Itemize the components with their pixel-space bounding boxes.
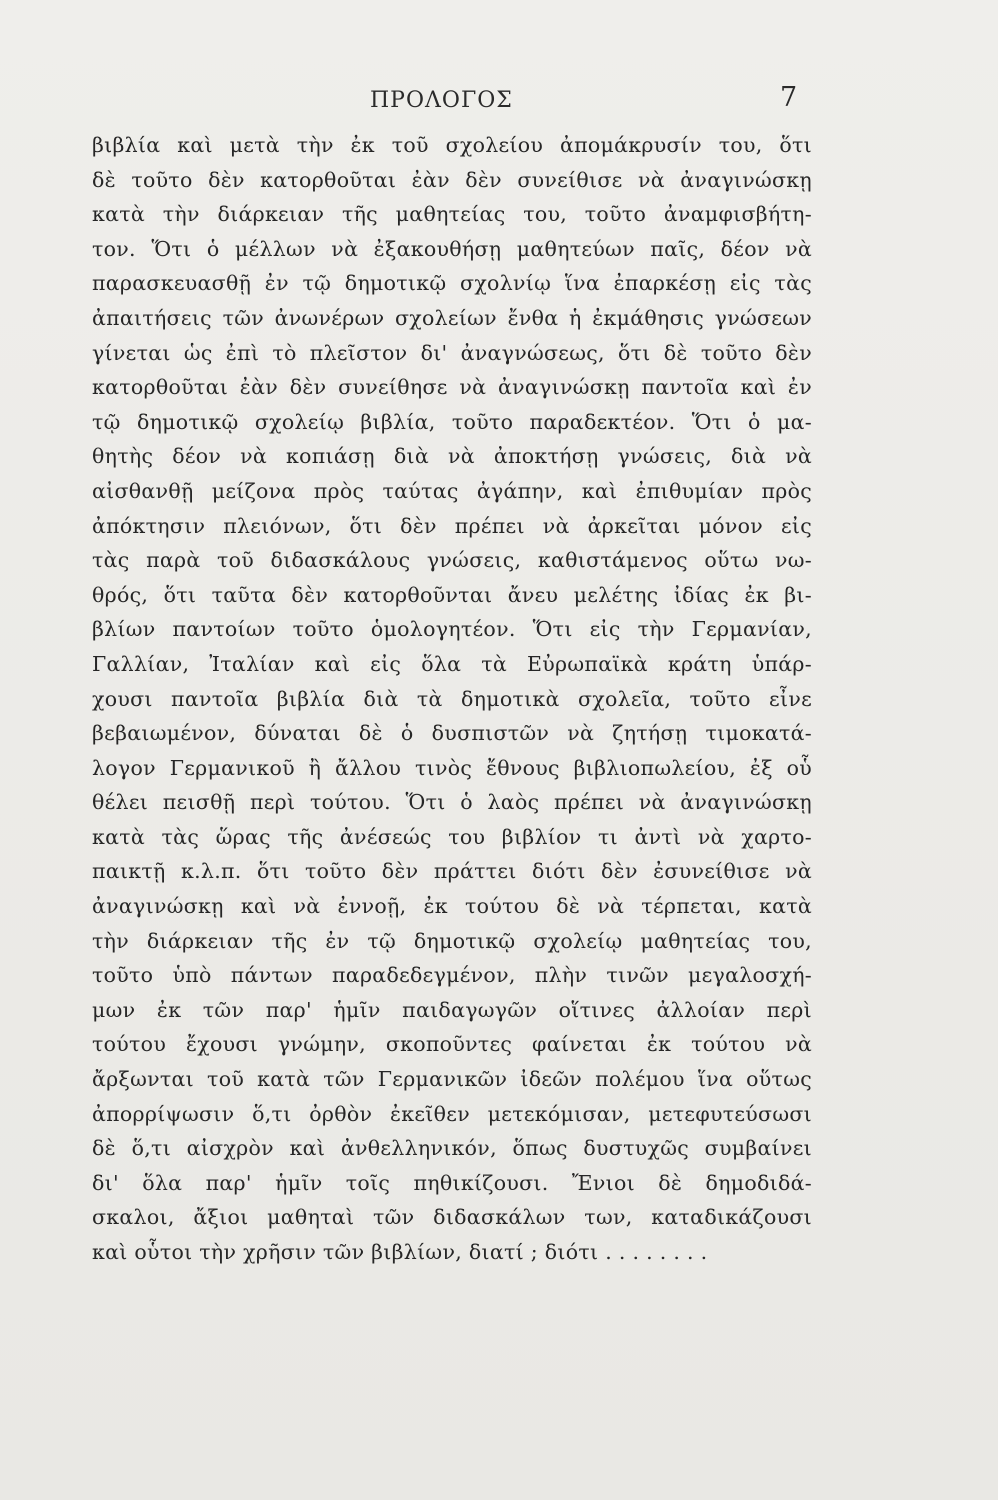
text-line: δι' ὅλα παρ' ἡμῖν τοῖς πηθικίζουσι. Ἔνιοι δὲ δημοδιδά-	[92, 1170, 812, 1195]
text-line: τον. Ὅτι ὁ μέλλων νὰ ἐξακουθήσῃ μαθητεύων παῖς, δέον νὰ	[92, 236, 812, 261]
text-line: καὶ οὗτοι τὴν χρῆσιν τῶν βιβλίων, διατί ; διότι . . . . . . . .	[92, 1240, 708, 1264]
text-line: βεβαιωμένον, δύναται δὲ ὁ δυσπιστῶν νὰ ζητήσῃ τιμοκατά-	[92, 721, 812, 746]
text-line: γίνεται ὡς ἐπὶ τὸ πλεῖστον δι' ἀναγνώσεως, ὅτι δὲ τοῦτο δὲν	[92, 340, 812, 365]
text-line: Γαλλίαν, Ἰταλίαν καὶ εἰς ὅλα τὰ Εὐρωπαϊκὰ κράτη ὑπάρ-	[92, 651, 812, 676]
text-line: δὲ τοῦτο δὲν κατορθοῦται ἐὰν δὲν συνείθισε νὰ ἀναγινώσκῃ	[92, 167, 812, 192]
text-line: τῷ δημοτικῷ σχολείῳ βιβλία, τοῦτο παραδεκτέον. Ὅτι ὁ μα-	[92, 409, 812, 434]
running-title: ΠΡΟΛΟΓΟΣ	[370, 88, 513, 113]
text-line: ἄρξωνται τοῦ κατὰ τῶν Γερμανικῶν ἰδεῶν πολέμου ἵνα οὕτως	[92, 1067, 812, 1092]
text-line: τὴν διάρκειαν τῆς ἐν τῷ δημοτικῷ σχολείῳ μαθητείας του,	[92, 928, 812, 953]
text-line: αἰσθανθῇ μείζονα πρὸς ταύτας ἀγάπην, καὶ ἐπιθυμίαν πρὸς	[92, 478, 812, 503]
page-number: 7	[780, 82, 798, 113]
text-line: βιβλία καὶ μετὰ τὴν ἐκ τοῦ σχολείου ἀπομάκρυσίν του, ὅτι	[92, 133, 812, 157]
text-line: τὰς παρὰ τοῦ διδασκάλους γνώσεις, καθιστάμενος οὕτω νω-	[92, 548, 812, 573]
page-header	[0, 82, 998, 122]
text-line: τούτου ἔχουσι γνώμην, σκοποῦντες φαίνεται ἐκ τούτου νὰ	[92, 1032, 812, 1057]
text-line: σκαλοι, ἄξιοι μαθηταὶ τῶν διδασκάλων των, καταδικάζουσι	[92, 1205, 812, 1230]
text-line: χουσι παντοῖα βιβλία διὰ τὰ δημοτικὰ σχολεῖα, τοῦτο εἶνε	[92, 686, 812, 711]
text-line: θέλει πεισθῇ περὶ τούτου. Ὅτι ὁ λαὸς πρέπει νὰ ἀναγινώσκῃ	[92, 790, 812, 815]
text-line: βλίων παντοίων τοῦτο ὁμολογητέον. Ὅτι εἰς τὴν Γερμανίαν,	[92, 617, 812, 642]
text-line: ἀπόκτησιν πλειόνων, ὅτι δὲν πρέπει νὰ ἀρκεῖται μόνον εἰς	[92, 513, 812, 538]
text-line: θητὴς δέον νὰ κοπιάσῃ διὰ νὰ ἀποκτήσῃ γνώσεις, διὰ νὰ	[92, 444, 812, 469]
text-line: παικτῇ κ.λ.π. ὅτι τοῦτο δὲν πράττει διότι δὲν ἐσυνείθισε νὰ	[92, 859, 812, 884]
text-line: κατὰ τὴν διάρκειαν τῆς μαθητείας του, τοῦτο ἀναμφισβήτη-	[92, 202, 812, 227]
text-line: κατορθοῦται ἐὰν δὲν συνείθησε νὰ ἀναγινώσκῃ παντοῖα καὶ ἐν	[92, 375, 812, 400]
text-line: παρασκευασθῇ ἐν τῷ δημοτικῷ σχολνίῳ ἵνα ἐπαρκέσῃ εἰς τὰς	[92, 271, 812, 296]
text-line: θρός, ὅτι ταῦτα δὲν κατορθοῦνται ἄνευ μελέτης ἰδίας ἐκ βι-	[92, 582, 812, 607]
text-line: ἀπαιτήσεις τῶν ἀνωνέρων σχολείων ἔνθα ἡ ἐκμάθησις γνώσεων	[92, 305, 812, 330]
text-line: δὲ ὅ,τι αἰσχρὸν καὶ ἀνθελληνικόν, ὅπως δυστυχῶς συμβαίνει	[92, 1136, 812, 1161]
body-text	[92, 128, 812, 1270]
text-line: τοῦτο ὑπὸ πάντων παραδεδεγμένον, πλὴν τινῶν μεγαλοσχή-	[92, 963, 812, 988]
text-line: λογον Γερμανικοῦ ἢ ἄλλου τινὸς ἔθνους βιβλιοπωλείου, ἐξ οὗ	[92, 755, 812, 780]
text-line: μων ἐκ τῶν παρ' ἡμῖν παιδαγωγῶν οἵτινες ἀλλοίαν περὶ	[92, 997, 812, 1022]
text-line: ἀναγινώσκῃ καὶ νὰ ἐννοῇ, ἐκ τούτου δὲ νὰ τέρπεται, κατὰ	[92, 894, 812, 919]
text-line: ἀπορρίψωσιν ὅ,τι ὀρθὸν ἐκεῖθεν μετεκόμισαν, μετεφυτεύσωσι	[92, 1101, 812, 1126]
text-line: κατὰ τὰς ὥρας τῆς ἀνέσεώς του βιβλίον τι ἀντὶ νὰ χαρτο-	[92, 824, 812, 849]
